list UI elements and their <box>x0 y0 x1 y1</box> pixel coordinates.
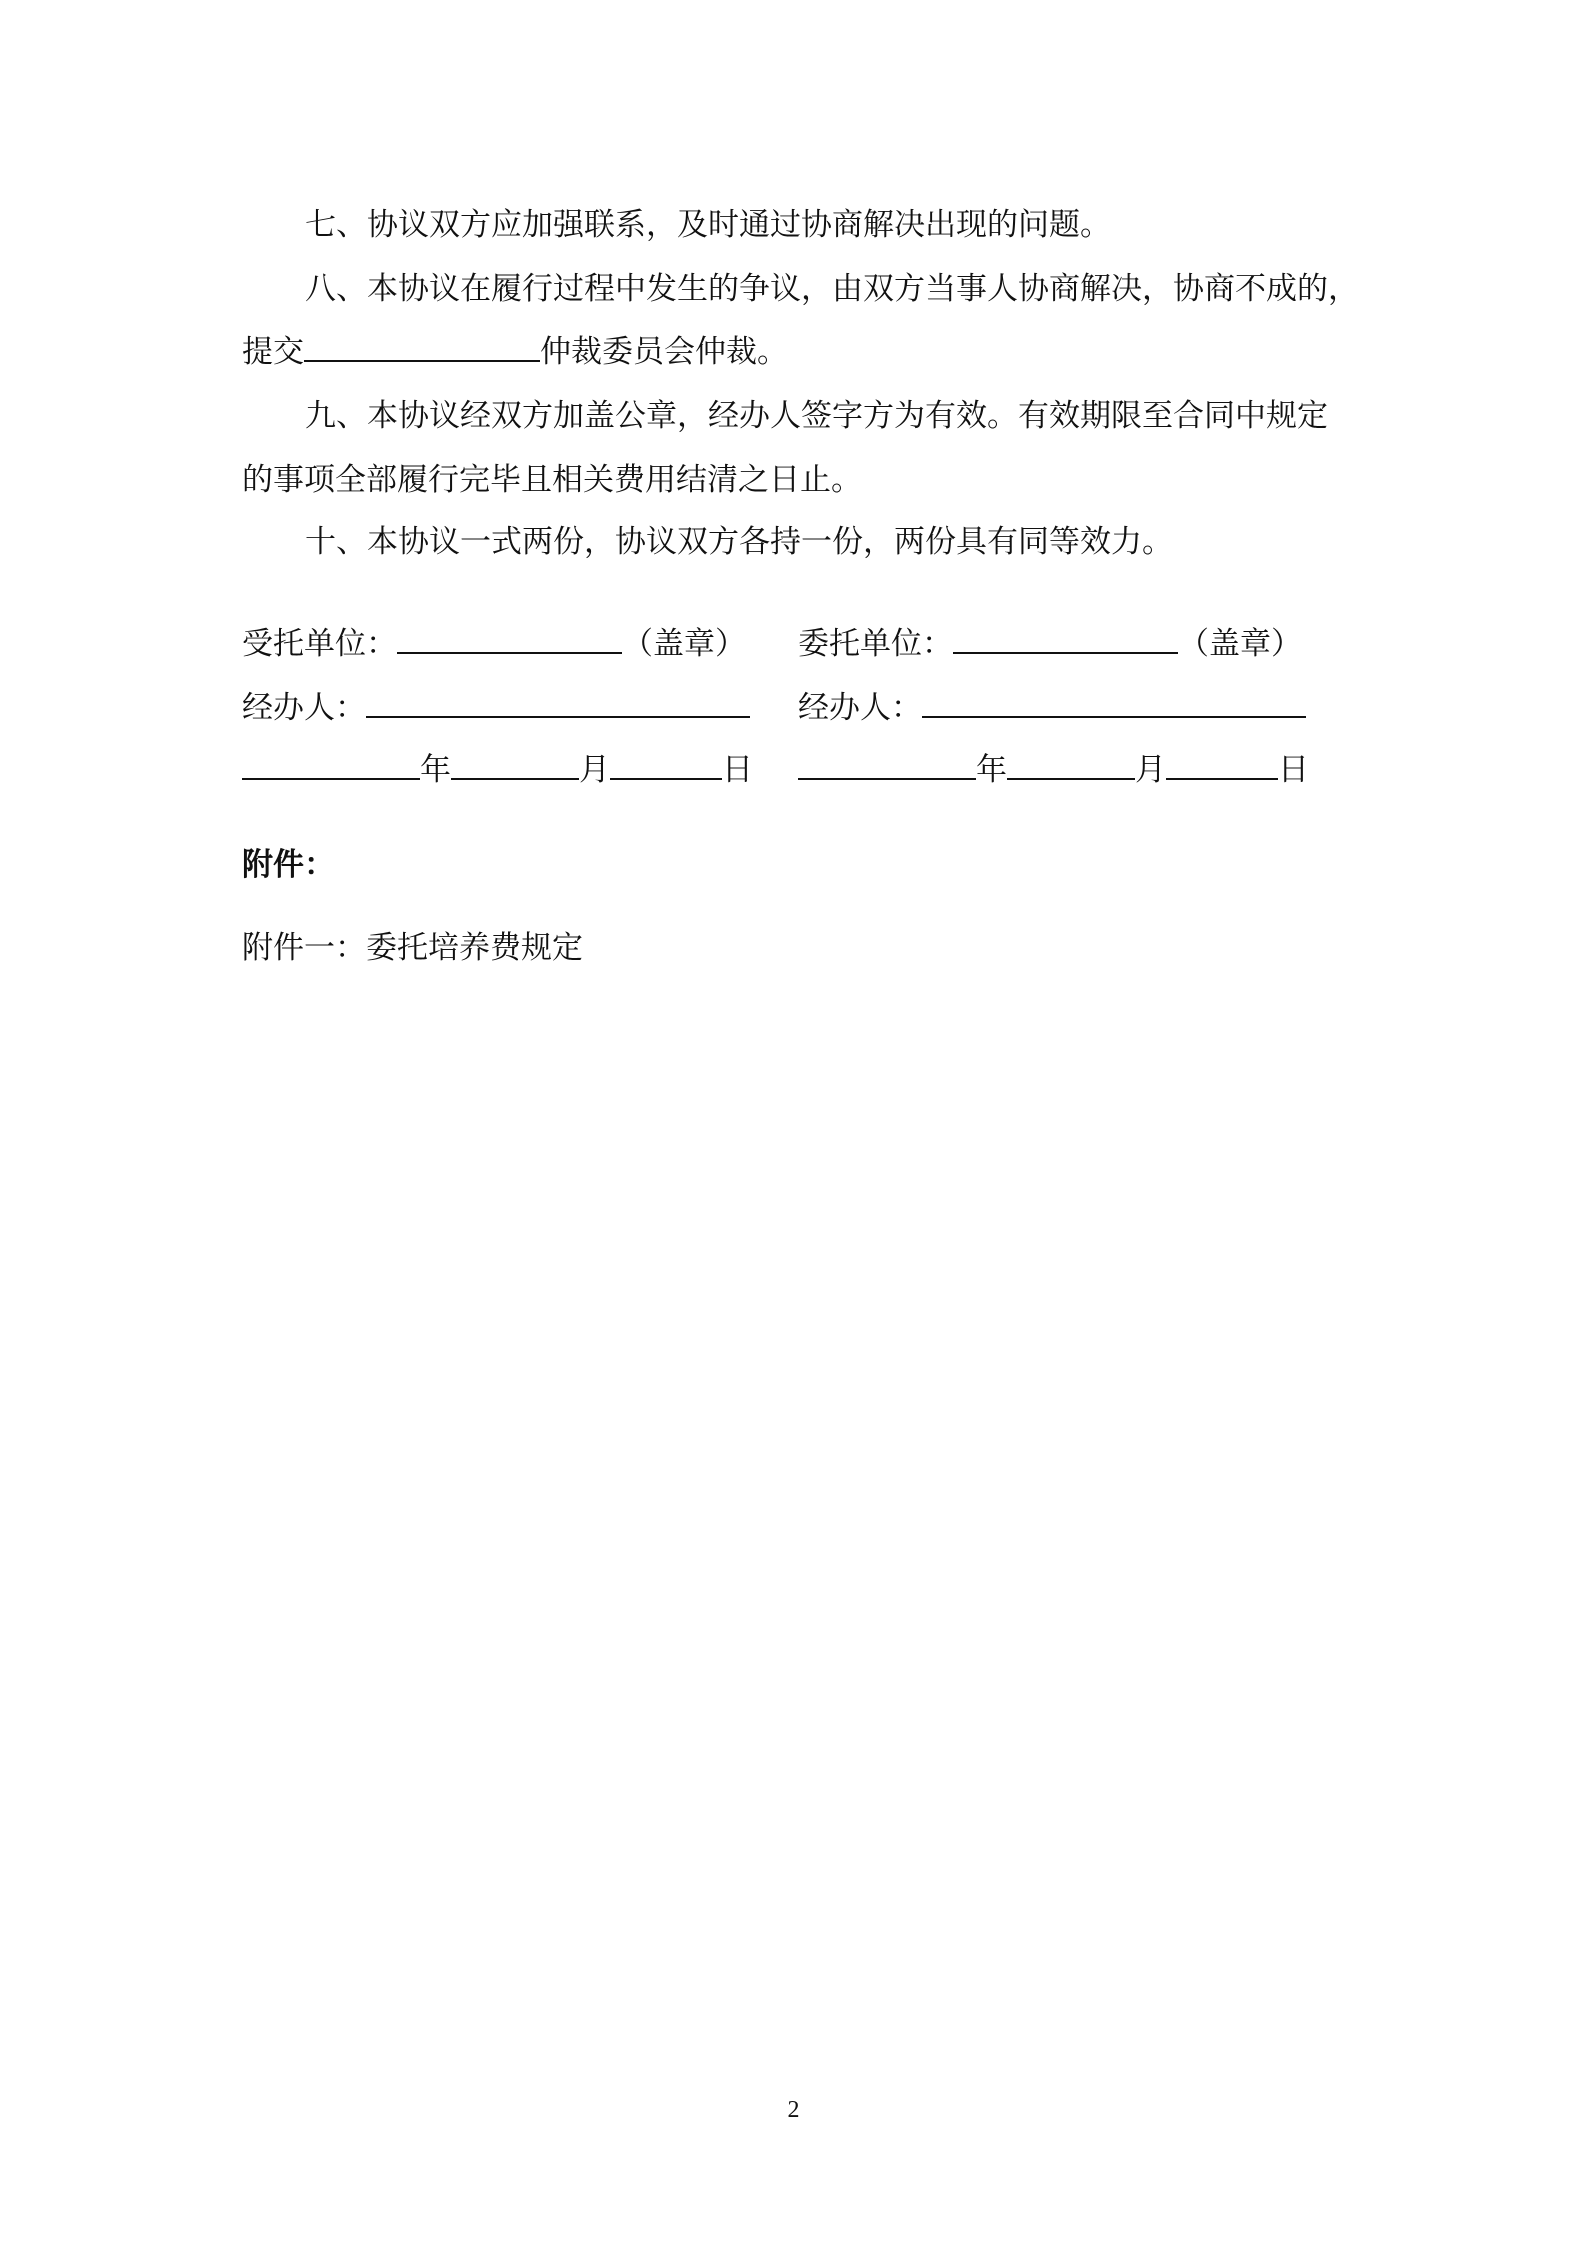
entrusting-handler-row: 经办人： <box>798 686 1306 730</box>
clause-7: 七、协议双方应加强联系，及时通过协商解决出现的问题。 <box>305 207 1111 243</box>
clause-9-line-1: 九、本协议经双方加盖公章，经办人签字方为有效。有效期限至合同中规定 <box>305 398 1328 434</box>
attachment-item-1: 附件一：委托培养费规定 <box>242 930 583 966</box>
clause-9-line-2: 的事项全部履行完毕且相关费用结清之日止。 <box>242 462 862 498</box>
trustee-unit-row: 受托单位： （盖章） <box>242 622 746 666</box>
trustee-date-row: 年 月 日 <box>242 748 753 792</box>
entrusting-unit-blank[interactable] <box>953 622 1178 654</box>
trustee-handler-row: 经办人： <box>242 686 750 730</box>
entrusting-day-blank[interactable] <box>1166 748 1278 780</box>
entrusting-unit-row: 委托单位： （盖章） <box>798 622 1302 666</box>
trustee-handler-blank[interactable] <box>366 686 750 718</box>
entrusting-date-row: 年 月 日 <box>798 748 1309 792</box>
trustee-month-blank[interactable] <box>451 748 579 780</box>
entrusting-handler-blank[interactable] <box>922 686 1306 718</box>
trustee-year-blank[interactable] <box>242 748 420 780</box>
trustee-unit-blank[interactable] <box>397 622 622 654</box>
attachments-heading: 附件： <box>242 847 335 883</box>
arbitration-committee-blank[interactable] <box>304 330 540 362</box>
clause-8-line-1: 八、本协议在履行过程中发生的争议，由双方当事人协商解决，协商不成的， <box>305 271 1359 307</box>
page-number: 2 <box>787 2097 800 2123</box>
entrusting-month-blank[interactable] <box>1007 748 1135 780</box>
trustee-day-blank[interactable] <box>610 748 722 780</box>
clause-8-line-2: 提交 仲裁委员会仲裁。 <box>242 330 1357 374</box>
clause-10: 十、本协议一式两份，协议双方各持一份，两份具有同等效力。 <box>305 524 1173 560</box>
entrusting-year-blank[interactable] <box>798 748 976 780</box>
